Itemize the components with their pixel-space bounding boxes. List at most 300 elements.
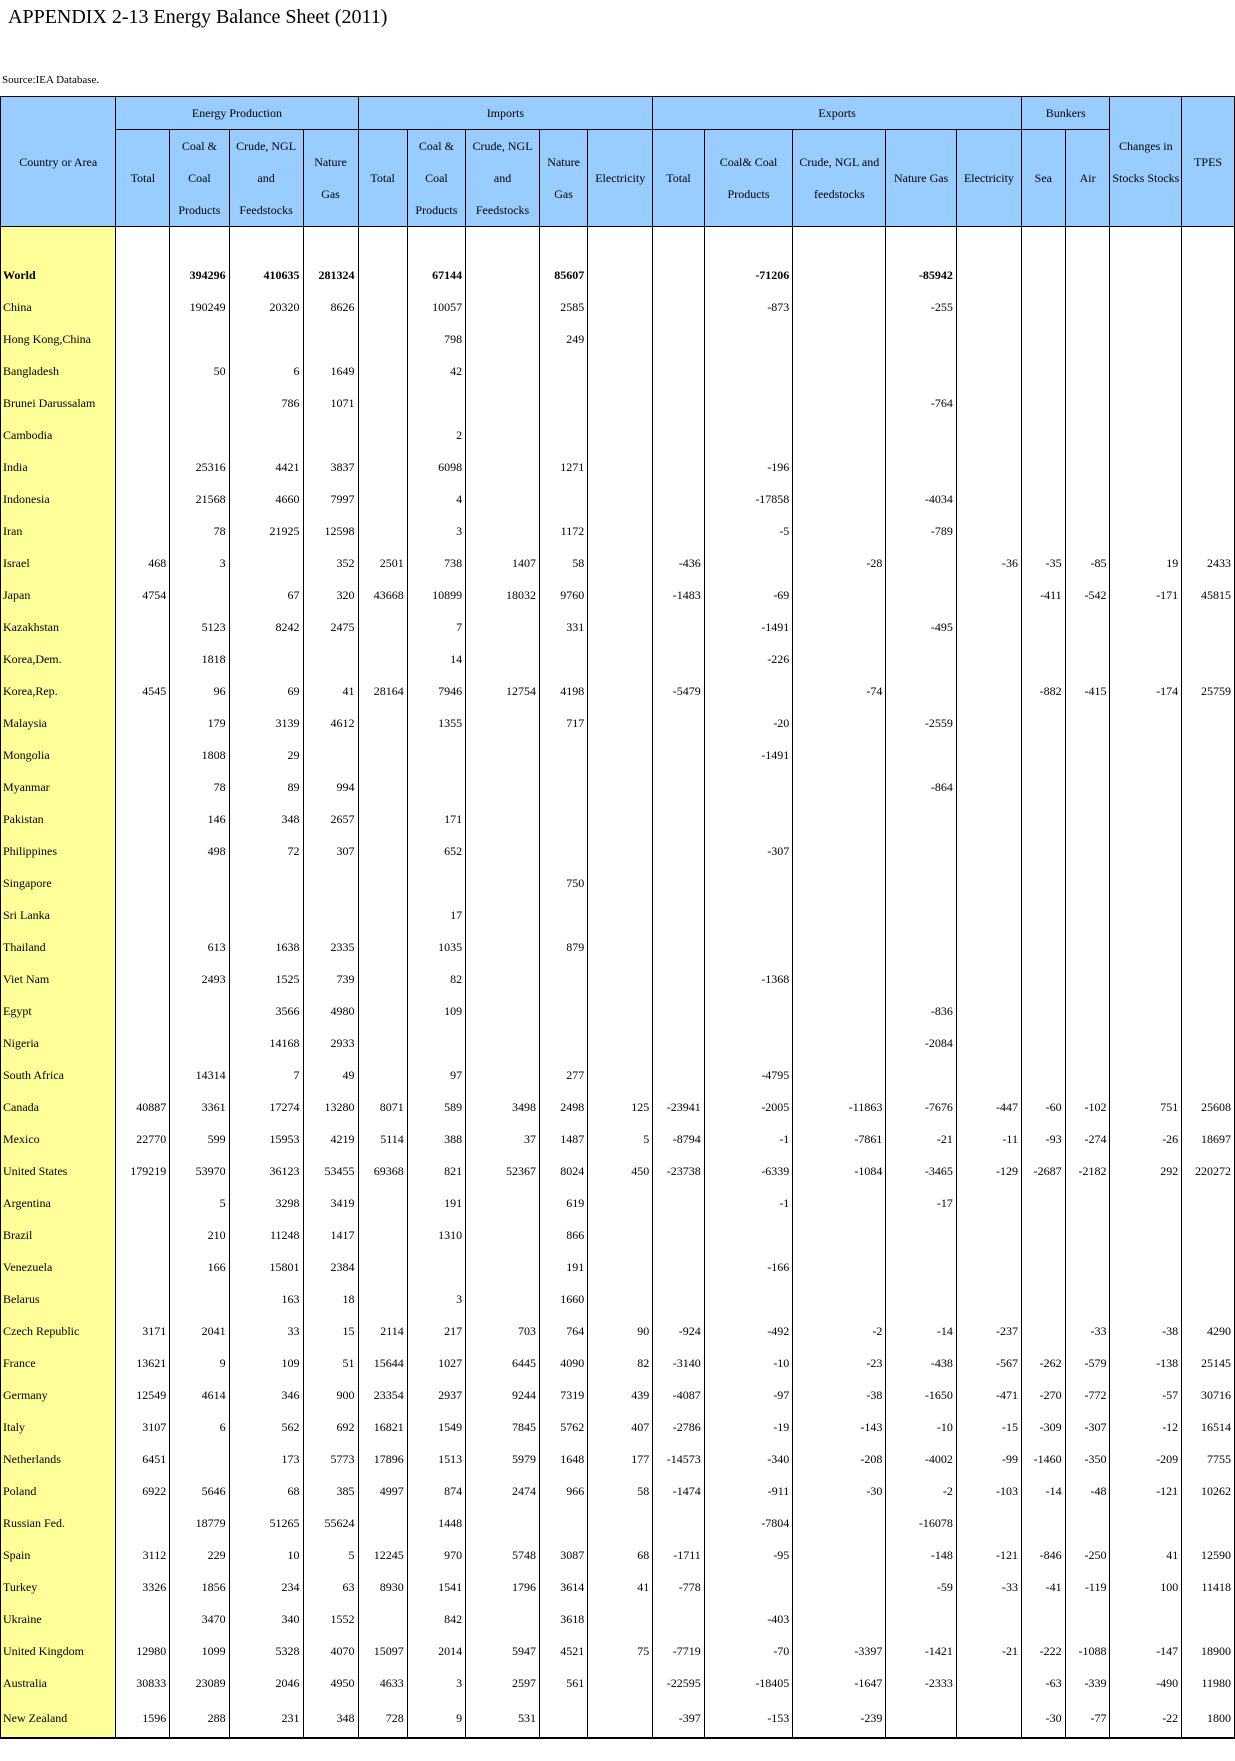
- value-cell: 3326: [116, 1571, 170, 1603]
- value-cell: 6098: [407, 451, 465, 483]
- value-cell: -35: [1021, 547, 1065, 579]
- value-cell: 30716: [1182, 1379, 1235, 1411]
- value-cell: -22: [1110, 1699, 1182, 1738]
- value-cell: [1021, 899, 1065, 931]
- value-cell: [793, 931, 886, 963]
- value-cell: -1491: [704, 739, 793, 771]
- value-cell: -1650: [886, 1379, 957, 1411]
- value-cell: 89: [229, 771, 303, 803]
- country-cell: Germany: [1, 1379, 116, 1411]
- value-cell: 125: [588, 1091, 653, 1123]
- value-cell: 2046: [229, 1667, 303, 1699]
- value-cell: -23941: [653, 1091, 705, 1123]
- value-cell: 163: [229, 1283, 303, 1315]
- value-cell: [886, 1251, 957, 1283]
- value-cell: [956, 1667, 1021, 1699]
- value-cell: 4612: [303, 707, 358, 739]
- value-cell: 41: [303, 675, 358, 707]
- value-cell: 96: [170, 675, 229, 707]
- value-cell: [229, 867, 303, 899]
- header-col: Coal & Coal Products: [170, 130, 229, 227]
- value-cell: 3298: [229, 1187, 303, 1219]
- value-cell: 78: [170, 771, 229, 803]
- value-cell: 866: [540, 1219, 588, 1251]
- value-cell: [956, 739, 1021, 771]
- value-cell: [540, 419, 588, 451]
- value-cell: -255: [886, 291, 957, 323]
- value-cell: [704, 995, 793, 1027]
- value-cell: 69368: [358, 1155, 407, 1187]
- table-row: [1, 1571, 1235, 1603]
- value-cell: 2585: [540, 291, 588, 323]
- value-cell: [116, 419, 170, 451]
- value-cell: [793, 771, 886, 803]
- value-cell: [466, 1027, 540, 1059]
- value-cell: [1065, 963, 1110, 995]
- value-cell: -23738: [653, 1155, 705, 1187]
- value-cell: 4219: [303, 1123, 358, 1155]
- value-cell: [1065, 1251, 1110, 1283]
- value-cell: 346: [229, 1379, 303, 1411]
- value-cell: 20320: [229, 291, 303, 323]
- value-cell: [358, 1219, 407, 1251]
- value-cell: 4198: [540, 675, 588, 707]
- value-cell: [466, 707, 540, 739]
- header-col: Total: [653, 130, 705, 227]
- value-cell: [793, 995, 886, 1027]
- table-row: [1, 579, 1235, 611]
- value-cell: -48: [1065, 1475, 1110, 1507]
- value-cell: [1021, 867, 1065, 899]
- value-cell: [653, 1059, 705, 1091]
- value-cell: [588, 1219, 653, 1251]
- value-cell: [653, 739, 705, 771]
- value-cell: 173: [229, 1443, 303, 1475]
- value-cell: 2933: [303, 1027, 358, 1059]
- country-cell: Sri Lanka: [1, 899, 116, 931]
- value-cell: 5114: [358, 1123, 407, 1155]
- value-cell: [793, 867, 886, 899]
- value-cell: [588, 323, 653, 355]
- value-cell: 786: [229, 387, 303, 419]
- value-cell: 652: [407, 835, 465, 867]
- value-cell: [588, 867, 653, 899]
- country-cell: Czech Republic: [1, 1315, 116, 1347]
- value-cell: 220272: [1182, 1155, 1235, 1187]
- value-cell: [540, 643, 588, 675]
- country-cell: Netherlands: [1, 1443, 116, 1475]
- value-cell: [358, 707, 407, 739]
- value-cell: [793, 323, 886, 355]
- value-cell: -350: [1065, 1443, 1110, 1475]
- value-cell: [588, 835, 653, 867]
- value-cell: -138: [1110, 1347, 1182, 1379]
- value-cell: 3566: [229, 995, 303, 1027]
- value-cell: [956, 323, 1021, 355]
- value-cell: 55624: [303, 1507, 358, 1539]
- energy-balance-table: [0, 96, 1235, 1739]
- value-cell: 10: [229, 1539, 303, 1571]
- table-row: [1, 1251, 1235, 1283]
- value-cell: [886, 1219, 957, 1251]
- value-cell: 966: [540, 1475, 588, 1507]
- value-cell: -7861: [793, 1123, 886, 1155]
- value-cell: -5479: [653, 675, 705, 707]
- value-cell: 3: [407, 515, 465, 547]
- value-cell: [588, 451, 653, 483]
- value-cell: [793, 1251, 886, 1283]
- value-cell: 738: [407, 547, 465, 579]
- value-cell: 10899: [407, 579, 465, 611]
- value-cell: 1638: [229, 931, 303, 963]
- value-cell: 14168: [229, 1027, 303, 1059]
- value-cell: [1110, 291, 1182, 323]
- table-row: [1, 1027, 1235, 1059]
- value-cell: [116, 899, 170, 931]
- value-cell: -209: [1110, 1443, 1182, 1475]
- value-cell: -77: [1065, 1699, 1110, 1738]
- value-cell: -17858: [704, 483, 793, 515]
- value-cell: 331: [540, 611, 588, 643]
- value-cell: 15801: [229, 1251, 303, 1283]
- value-cell: [229, 419, 303, 451]
- value-cell: [793, 899, 886, 931]
- header-col: Crude, NGL and Feedstocks: [466, 130, 540, 227]
- value-cell: [116, 483, 170, 515]
- value-cell: 8626: [303, 291, 358, 323]
- value-cell: [588, 547, 653, 579]
- value-cell: [1182, 995, 1235, 1027]
- value-cell: 7946: [407, 675, 465, 707]
- value-cell: [588, 579, 653, 611]
- value-cell: -2005: [704, 1091, 793, 1123]
- value-cell: [1110, 1059, 1182, 1091]
- value-cell: [1065, 1507, 1110, 1539]
- table-row: [1, 1699, 1235, 1738]
- value-cell: [704, 387, 793, 419]
- value-cell: 21925: [229, 515, 303, 547]
- value-cell: [588, 355, 653, 387]
- value-cell: [1065, 739, 1110, 771]
- country-cell: Israel: [1, 547, 116, 579]
- value-cell: [1110, 995, 1182, 1027]
- value-cell: [358, 1027, 407, 1059]
- value-cell: [116, 771, 170, 803]
- value-cell: [793, 1027, 886, 1059]
- value-cell: 1541: [407, 1571, 465, 1603]
- value-cell: 468: [116, 547, 170, 579]
- value-cell: 2041: [170, 1315, 229, 1347]
- value-cell: [1065, 995, 1110, 1027]
- value-cell: 1525: [229, 963, 303, 995]
- value-cell: -14: [1021, 1475, 1065, 1507]
- value-cell: [793, 1283, 886, 1315]
- country-cell: Japan: [1, 579, 116, 611]
- value-cell: 1800: [1182, 1699, 1235, 1738]
- value-cell: [358, 1507, 407, 1539]
- value-cell: [1110, 1027, 1182, 1059]
- value-cell: 109: [229, 1347, 303, 1379]
- value-cell: -789: [886, 515, 957, 547]
- value-cell: [1065, 387, 1110, 419]
- value-cell: [358, 291, 407, 323]
- value-cell: [1110, 803, 1182, 835]
- value-cell: -85942: [886, 259, 957, 291]
- country-cell: Brazil: [1, 1219, 116, 1251]
- value-cell: -403: [704, 1603, 793, 1635]
- value-cell: [588, 963, 653, 995]
- value-cell: 7: [407, 611, 465, 643]
- value-cell: [588, 707, 653, 739]
- value-cell: [1182, 707, 1235, 739]
- value-cell: [358, 995, 407, 1027]
- value-cell: -882: [1021, 675, 1065, 707]
- value-cell: [358, 259, 407, 291]
- value-cell: 23089: [170, 1667, 229, 1699]
- table-row: [1, 1155, 1235, 1187]
- value-cell: -237: [956, 1315, 1021, 1347]
- value-cell: [407, 1027, 465, 1059]
- value-cell: [1182, 1603, 1235, 1635]
- value-cell: -274: [1065, 1123, 1110, 1155]
- value-cell: 9244: [466, 1379, 540, 1411]
- value-cell: [358, 1251, 407, 1283]
- value-cell: [1021, 387, 1065, 419]
- value-cell: 8930: [358, 1571, 407, 1603]
- value-cell: [886, 547, 957, 579]
- value-cell: [1110, 643, 1182, 675]
- value-cell: [886, 867, 957, 899]
- value-cell: [653, 1507, 705, 1539]
- value-cell: [1021, 803, 1065, 835]
- value-cell: 11980: [1182, 1667, 1235, 1699]
- value-cell: 307: [303, 835, 358, 867]
- value-cell: [466, 387, 540, 419]
- table-row: [1, 291, 1235, 323]
- value-cell: -1647: [793, 1667, 886, 1699]
- value-cell: [1182, 1219, 1235, 1251]
- value-cell: 3498: [466, 1091, 540, 1123]
- value-cell: [1021, 291, 1065, 323]
- value-cell: 385: [303, 1475, 358, 1507]
- value-cell: [653, 963, 705, 995]
- value-cell: [588, 1027, 653, 1059]
- value-cell: [1065, 1219, 1110, 1251]
- value-cell: [116, 963, 170, 995]
- value-cell: [358, 451, 407, 483]
- value-cell: [1065, 1027, 1110, 1059]
- table-row: [1, 1187, 1235, 1219]
- country-cell: World: [1, 259, 116, 291]
- value-cell: [653, 611, 705, 643]
- value-cell: 7: [229, 1059, 303, 1091]
- value-cell: 1856: [170, 1571, 229, 1603]
- value-cell: [407, 387, 465, 419]
- value-cell: -17: [886, 1187, 957, 1219]
- value-cell: 2384: [303, 1251, 358, 1283]
- value-cell: 3618: [540, 1603, 588, 1635]
- value-cell: 29: [229, 739, 303, 771]
- value-cell: 4614: [170, 1379, 229, 1411]
- value-cell: -873: [704, 291, 793, 323]
- value-cell: -6339: [704, 1155, 793, 1187]
- value-cell: [466, 1219, 540, 1251]
- value-cell: [116, 1603, 170, 1635]
- value-cell: [793, 707, 886, 739]
- value-cell: [116, 1251, 170, 1283]
- country-cell: Mongolia: [1, 739, 116, 771]
- value-cell: 6451: [116, 1443, 170, 1475]
- value-cell: [653, 995, 705, 1027]
- value-cell: -778: [653, 1571, 705, 1603]
- value-cell: [886, 739, 957, 771]
- value-cell: 599: [170, 1123, 229, 1155]
- value-cell: [588, 291, 653, 323]
- value-cell: -1460: [1021, 1443, 1065, 1475]
- value-cell: -239: [793, 1699, 886, 1738]
- header-col: Electricity: [956, 130, 1021, 227]
- value-cell: [1065, 867, 1110, 899]
- value-cell: [956, 291, 1021, 323]
- value-cell: 10262: [1182, 1475, 1235, 1507]
- value-cell: 231: [229, 1699, 303, 1738]
- value-cell: [653, 707, 705, 739]
- value-cell: 179219: [116, 1155, 170, 1187]
- value-cell: [466, 515, 540, 547]
- header-col: Coal& Coal Products: [704, 130, 793, 227]
- value-cell: [1182, 1251, 1235, 1283]
- value-cell: [956, 451, 1021, 483]
- value-cell: -1483: [653, 579, 705, 611]
- value-cell: [116, 1059, 170, 1091]
- value-cell: 5773: [303, 1443, 358, 1475]
- value-cell: -447: [956, 1091, 1021, 1123]
- value-cell: 5947: [466, 1635, 540, 1667]
- value-cell: -1088: [1065, 1635, 1110, 1667]
- value-cell: [588, 995, 653, 1027]
- value-cell: -1: [704, 1187, 793, 1219]
- table-row: [1, 1347, 1235, 1379]
- value-cell: [540, 1699, 588, 1738]
- value-cell: [886, 803, 957, 835]
- value-cell: 7319: [540, 1379, 588, 1411]
- value-cell: 970: [407, 1539, 465, 1571]
- value-cell: -38: [793, 1379, 886, 1411]
- value-cell: [793, 1539, 886, 1571]
- value-cell: 2: [407, 419, 465, 451]
- table-row: [1, 1635, 1235, 1667]
- value-cell: 4290: [1182, 1315, 1235, 1347]
- table-row: [1, 707, 1235, 739]
- value-cell: 3171: [116, 1315, 170, 1347]
- value-cell: [303, 419, 358, 451]
- value-cell: 16821: [358, 1411, 407, 1443]
- value-cell: 85607: [540, 259, 588, 291]
- value-cell: [793, 451, 886, 483]
- value-cell: 3087: [540, 1539, 588, 1571]
- value-cell: 82: [588, 1347, 653, 1379]
- value-cell: [1065, 515, 1110, 547]
- table-row: [1, 899, 1235, 931]
- value-cell: [956, 1059, 1021, 1091]
- value-cell: [1021, 259, 1065, 291]
- value-cell: [466, 259, 540, 291]
- value-cell: -4002: [886, 1443, 957, 1475]
- value-cell: [588, 483, 653, 515]
- header-tpes: TPES: [1182, 97, 1235, 227]
- value-cell: [1110, 611, 1182, 643]
- value-cell: 1487: [540, 1123, 588, 1155]
- value-cell: [588, 739, 653, 771]
- value-cell: [466, 963, 540, 995]
- value-cell: [956, 611, 1021, 643]
- value-cell: [170, 1283, 229, 1315]
- value-cell: [1182, 803, 1235, 835]
- value-cell: [303, 643, 358, 675]
- country-cell: Pakistan: [1, 803, 116, 835]
- value-cell: 5762: [540, 1411, 588, 1443]
- value-cell: [116, 931, 170, 963]
- value-cell: 2657: [303, 803, 358, 835]
- value-cell: 5748: [466, 1539, 540, 1571]
- table-row: [1, 1283, 1235, 1315]
- table-row: [1, 355, 1235, 387]
- value-cell: [466, 995, 540, 1027]
- value-cell: 97: [407, 1059, 465, 1091]
- value-cell: [116, 291, 170, 323]
- value-cell: [303, 323, 358, 355]
- value-cell: [116, 451, 170, 483]
- value-cell: -1: [704, 1123, 793, 1155]
- value-cell: [588, 1283, 653, 1315]
- table-row: [1, 675, 1235, 707]
- value-cell: [1110, 1187, 1182, 1219]
- country-cell: Nigeria: [1, 1027, 116, 1059]
- value-cell: -23: [793, 1347, 886, 1379]
- value-cell: -492: [704, 1315, 793, 1347]
- value-cell: 10057: [407, 291, 465, 323]
- value-cell: 3139: [229, 707, 303, 739]
- value-cell: [1182, 1059, 1235, 1091]
- value-cell: [1182, 387, 1235, 419]
- value-cell: [303, 899, 358, 931]
- value-cell: 50: [170, 355, 229, 387]
- country-cell: South Africa: [1, 1059, 116, 1091]
- value-cell: [886, 355, 957, 387]
- value-cell: -1491: [704, 611, 793, 643]
- value-cell: [116, 835, 170, 867]
- value-cell: [540, 803, 588, 835]
- value-cell: [358, 611, 407, 643]
- value-cell: [793, 355, 886, 387]
- value-cell: 717: [540, 707, 588, 739]
- value-cell: [653, 259, 705, 291]
- value-cell: [358, 931, 407, 963]
- value-cell: 179: [170, 707, 229, 739]
- value-cell: -119: [1065, 1571, 1110, 1603]
- value-cell: [1182, 835, 1235, 867]
- value-cell: [1065, 1603, 1110, 1635]
- value-cell: 1355: [407, 707, 465, 739]
- value-cell: -129: [956, 1155, 1021, 1187]
- value-cell: [358, 739, 407, 771]
- value-cell: [886, 1603, 957, 1635]
- value-cell: -1084: [793, 1155, 886, 1187]
- header-col: Electricity: [588, 130, 653, 227]
- value-cell: [466, 1187, 540, 1219]
- country-cell: United Kingdom: [1, 1635, 116, 1667]
- country-cell: China: [1, 291, 116, 323]
